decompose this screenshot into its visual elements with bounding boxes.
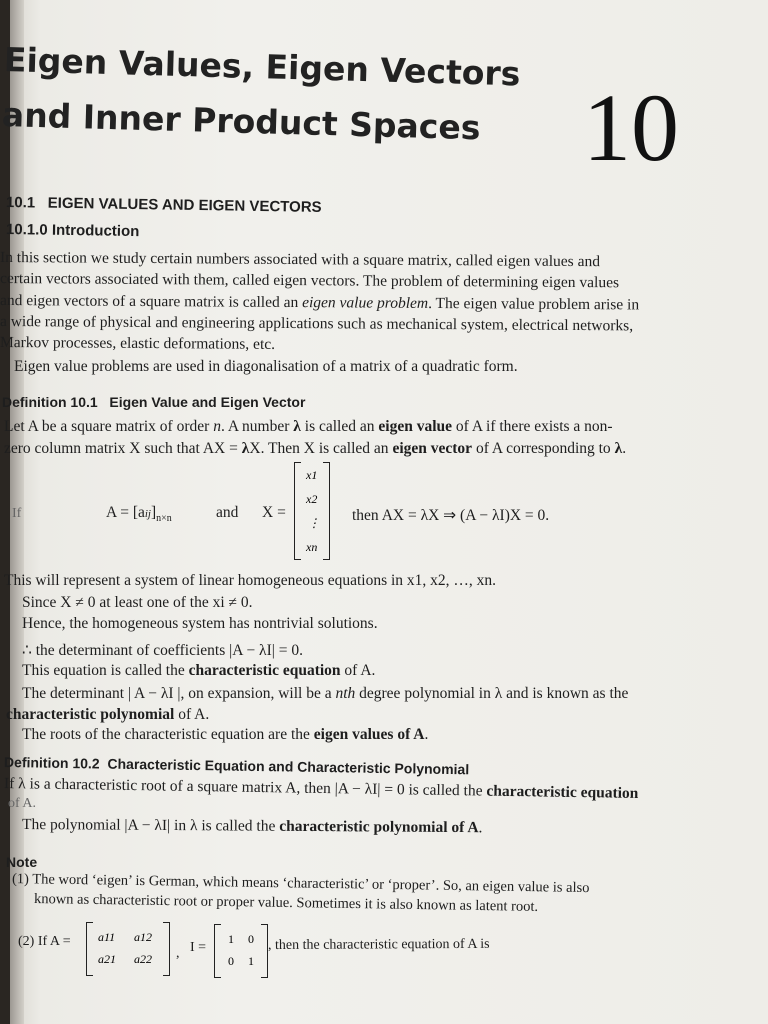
definition-1-title: Eigen Value and Eigen Vector — [109, 394, 306, 410]
vector-entry: x1 — [306, 468, 318, 482]
intro-line-5: Markov processes, elastic deformations, etc. — [0, 334, 276, 353]
section-title: EIGEN VALUES AND EIGEN VECTORS — [47, 194, 322, 216]
note-1-line-1: (1) The word ‘eigen’ is German, which means ‘characteristic’ or ‘proper’. So, an eigen value is also — [11, 871, 590, 897]
definition-1-line-2: zero column matrix X such that AX = λX. Then X is called an eigen vector of A corresponding to λ. — [4, 440, 627, 457]
system-line: This will represent a system of linear homogeneous equations in x1, x2, …, xn. — [4, 572, 497, 589]
matrix-A-2x2 — [86, 922, 170, 976]
matrix-entry: a21 — [98, 952, 116, 966]
definition-1-label: Definition 10.1 — [2, 394, 98, 410]
matrix-entry: a11 — [98, 930, 116, 944]
note-1-line-2: known as characteristic root or proper value. Sometimes it is also known as latent root. — [33, 891, 539, 915]
vector-x — [294, 462, 330, 560]
subsection-title: Introduction — [51, 221, 140, 241]
matrix-entry: 1 — [248, 954, 254, 968]
definition-2-line-2: of A. — [8, 796, 36, 811]
note-2-suffix: , then the characteristic equation of A is — [267, 936, 490, 953]
intro-line-4: a wide range of physical and engineering applications such as mechanical system, electrical networks, — [0, 313, 634, 335]
roots-line: The roots of the characteristic equation are the eigen values of A. — [22, 726, 429, 743]
intro-line-3: and eigen vectors of a square matrix is called an eigen value problem. The eigen value problem arise in — [0, 292, 640, 314]
determinant-expansion-line: The determinant | A − λI |, on expansion, will be a nth degree polynomial in λ and is known as the — [22, 685, 629, 702]
left-bracket — [86, 922, 93, 976]
x-equals: X = — [262, 504, 286, 521]
matrix-A-definition: $A = [aij]_{n\times n}$ — [106, 504, 172, 524]
and-word: and — [216, 504, 239, 521]
chapter-title-line2: and Inner Product Spaces — [1, 95, 481, 148]
chapter-number: 10 — [583, 74, 679, 181]
hence-line: Hence, the homogeneous system has nontrivial solutions. — [22, 615, 378, 632]
subsection-heading — [6, 221, 140, 240]
intro-line-6: Eigen value problems are used in diagonalisation of a matrix of a quadratic form. — [14, 358, 518, 375]
definition-2-label: Definition 10.2 — [3, 754, 100, 772]
determinant-line: ∴ the determinant of coefficients |A − λI| = 0. — [22, 642, 303, 659]
then-equation: then AX = λX ⇒ (A − λI)X = 0. — [352, 507, 550, 524]
matrix-entry: 0 — [248, 932, 254, 946]
right-bracket — [323, 462, 330, 560]
vector-entry: ⋮ — [308, 516, 320, 530]
intro-line-2: certain vectors associated with them, called eigen vectors. The problem of determining eigen values — [0, 270, 620, 292]
if-label: If — [12, 506, 22, 521]
vector-entry: x2 — [306, 492, 318, 506]
section-heading — [6, 194, 322, 216]
identity-equals: I = — [190, 940, 207, 955]
definition-2-heading — [4, 754, 469, 777]
right-bracket — [163, 922, 170, 976]
characteristic-polynomial-line: characteristic polynomial of A. — [6, 706, 210, 723]
note-2-prefix: (2) If A = — [18, 934, 71, 949]
matrix-entry: a12 — [134, 930, 152, 944]
section-number: 10.1 — [5, 194, 36, 212]
definition-2-title: Characteristic Equation and Characteristic Polynomial — [107, 755, 470, 778]
matrix-entry: 1 — [228, 932, 234, 946]
identity-matrix — [214, 924, 268, 978]
definition-1-heading — [2, 394, 305, 410]
definition-2-line-1: If λ is a characteristic root of a square matrix A, then |A − λI| = 0 is called the characteristic equation — [3, 775, 639, 802]
characteristic-equation-line: This equation is called the characteristic equation of A. — [22, 662, 376, 679]
definition-1-line-1: Let A be a square matrix of order n. A number λ is called an eigen value of A if there exists a non- — [4, 418, 613, 435]
vector-entry: xn — [306, 540, 318, 554]
matrix-entry: 0 — [228, 954, 234, 968]
left-bracket — [294, 462, 301, 560]
definition-2-line-3: The polynomial |A − λI| in λ is called the characteristic polynomial of A. — [21, 816, 483, 837]
right-bracket — [261, 924, 268, 978]
matrix-entry: a22 — [134, 952, 152, 966]
intro-line-1: In this section we study certain numbers associated with a square matrix, called eigen values and — [0, 249, 601, 271]
note-label: Note — [6, 854, 38, 870]
left-bracket — [214, 924, 221, 978]
textbook-page: Eigen Values, Eigen Vectors and Inner Product Spaces 10 10.1 EIGEN VALUES AND EIGEN VECTORS 10.1.0 Introduction In this section we study certain numbers associated with a square matrix, called eigen values and certain vectors associated with them, called eigen vectors. The problem of determining eigen values and eigen vectors of a square matrix is called an eigen value problem. The eigen value problem arise in a wide range of physical and engineering applications such as mechanical system, electrical networks, Markov processes, elastic deformations, etc. Eigen value problems are used in diagonalisation of a matrix of a quadratic form. Definition 10.1 Eigen Value and Eigen Vector Let A be a square matrix of order n. A number λ is called an eigen value of A if there exists a non- zero column matrix X such that AX = λX. Then X is called an eigen vector of A corresponding to λ. If $A = [aij]_{n\times n}$ and X = x1 x2 ⋮ xn then AX = λX ⇒ (A − λI)X = 0. This will represent a system of linear homogeneous equations in x1, x2, …, xn. Since X ≠ 0 at least one of the xi ≠ 0. Hence, the homogeneous system has nontrivial solutions. ∴ the determinant of coefficients |A − λI| = 0. This equation is called the characteristic equation of A. The determinant | A − λI |, on expansion, will be a nth degree polynomial in λ and is known as the characteristic polynomial of A. The roots of the characteristic equation are the eigen values of A. Definition 10.2 Characteristic Equation and Characteristic Polynomial If λ is a characteristic root of a square matrix A, then |A − λI| = 0 is called the characteristic equation of A. The polynomial |A − λI| in λ is called the characteristic polynomial of A. Note (1) The word ‘eigen’ is German, which means ‘characteristic’ or ‘proper’. So, an eigen value is also known as characteristic root or proper value. Sometimes it is also known as latent root. (2) If A = a11 a12 a21 a22 , I = 1 0 0 1 , then the characteristic equation of A is — [10, 0, 768, 1024]
since-line: Since X ≠ 0 at least one of the xi ≠ 0. — [22, 594, 253, 611]
subsection-number: 10.1.0 — [5, 221, 48, 239]
chapter-title-line1: Eigen Values, Eigen Vectors — [3, 40, 521, 94]
